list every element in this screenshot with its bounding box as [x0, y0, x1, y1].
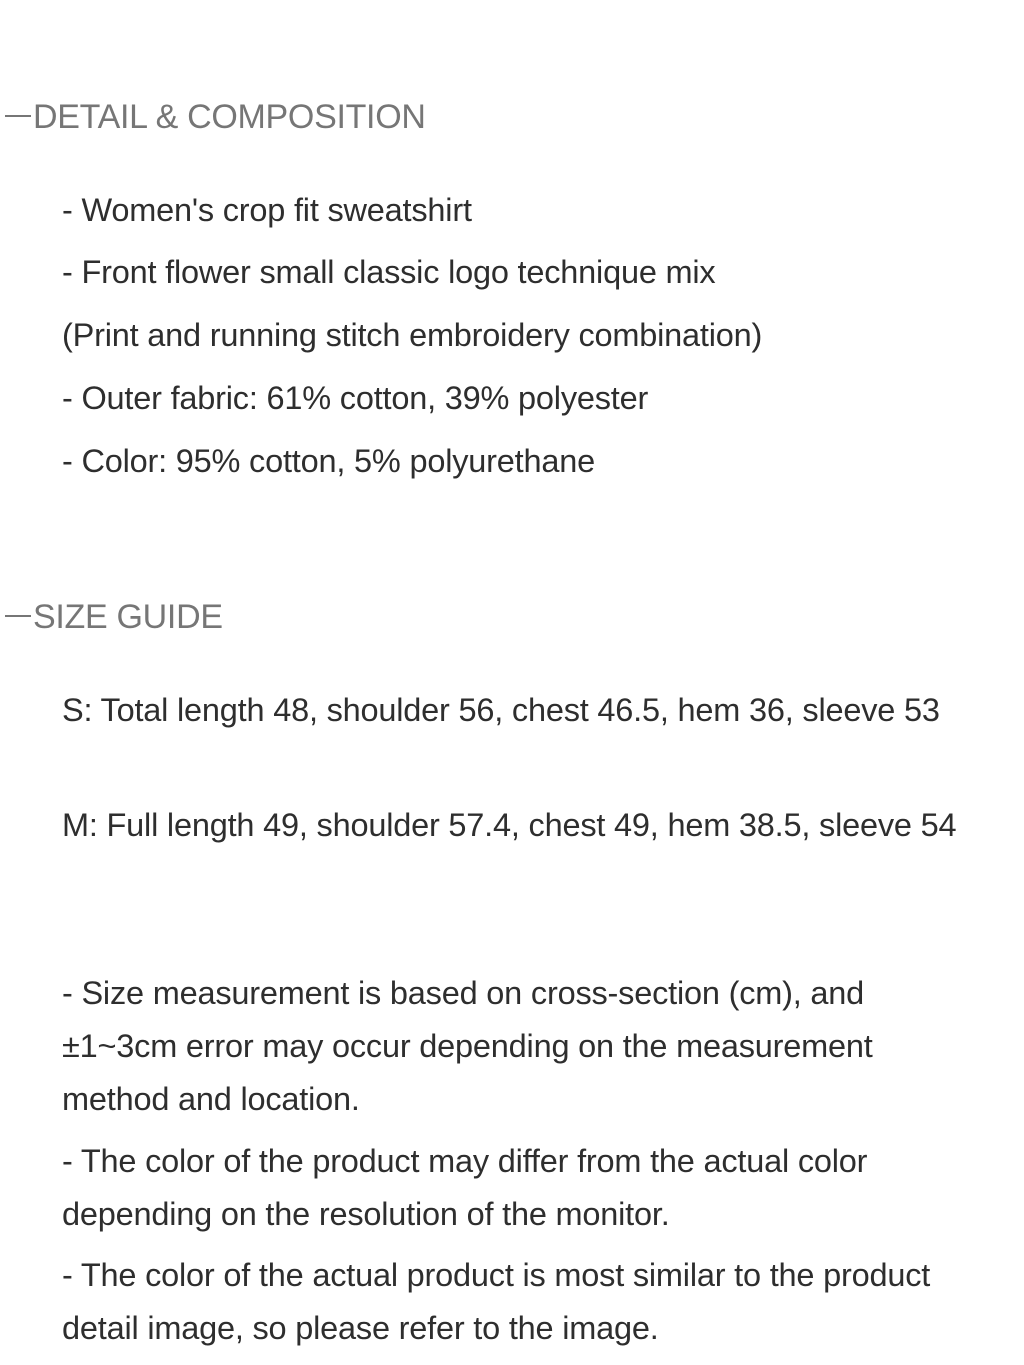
size-note: - The color of the actual product is most similar to the product detail image, so please refer to the image. [62, 1257, 931, 1346]
size-s-measurements: S: Total length 48, shoulder 56, chest 46.5, hem 36, sleeve 53 [62, 692, 940, 728]
detail-heading-text: DETAIL & COMPOSITION [33, 98, 426, 136]
detail-item: - Women's crop fit sweatshirt [62, 192, 472, 228]
detail-item: - Front flower small classic logo technique mix [62, 254, 716, 290]
detail-item: (Print and running stitch embroidery combination) [62, 317, 763, 353]
size-heading-text: SIZE GUIDE [33, 598, 223, 636]
heading-dash [5, 615, 31, 617]
heading-dash [5, 115, 31, 117]
size-note: - Size measurement is based on cross-section (cm), and ±1~3cm error may occur depending on the measurement method and location. [62, 975, 873, 1117]
size-guide-heading [5, 598, 223, 637]
size-m-measurements: M: Full length 49, shoulder 57.4, chest 49, hem 38.5, sleeve 54 [62, 807, 957, 843]
detail-item: - Outer fabric: 61% cotton, 39% polyester [62, 380, 649, 416]
detail-composition-heading [5, 98, 426, 137]
detail-item: - Color: 95% cotton, 5% polyurethane [62, 443, 595, 479]
size-note: - The color of the product may differ from the actual color depending on the resolution of the monitor. [62, 1143, 868, 1232]
